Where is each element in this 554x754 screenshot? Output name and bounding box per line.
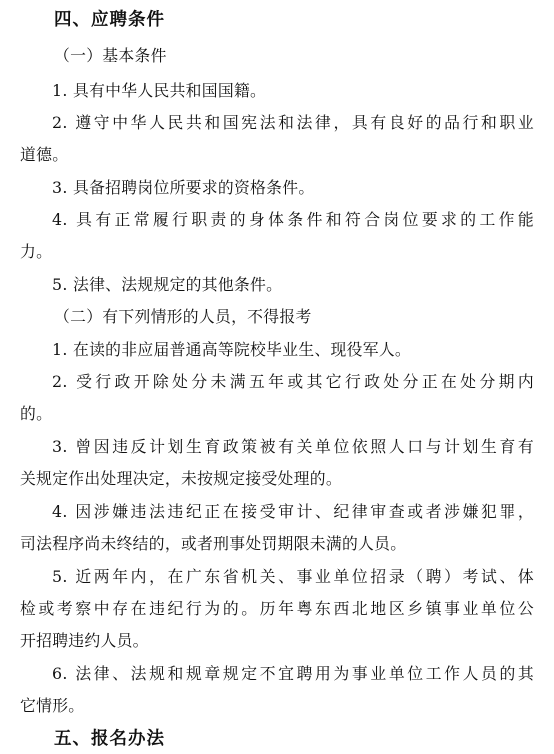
disqualification-item-4-line-2: 司法程序尚未终结的，或者刑事处罚期限未满的人员。 bbox=[20, 534, 407, 553]
disqualification-item-5-line-3: 开招聘违约人员。 bbox=[20, 631, 149, 650]
section-heading-registration-method: 五、报名办法 bbox=[54, 729, 165, 749]
requirement-item-4-line-2: 力。 bbox=[20, 242, 53, 261]
requirement-item-3: 3. 具备招聘岗位所要求的资格条件。 bbox=[52, 178, 315, 197]
subsection-title-disqualifications: （二）有下列情形的人员，不得报考 bbox=[54, 307, 312, 326]
requirement-item-5: 5. 法律、法规规定的其他条件。 bbox=[52, 275, 283, 294]
disqualification-item-2-line-1: 2. 受行政开除处分未满五年或其它行政处分正在处分期内 bbox=[52, 372, 534, 391]
disqualification-item-5-line-2: 检或考察中存在违纪行为的。历年粤东西北地区乡镇事业单位公 bbox=[20, 599, 534, 618]
disqualification-item-2-line-2: 的。 bbox=[20, 404, 53, 423]
requirement-item-2-line-1: 2. 遵守中华人民共和国宪法和法律，具有良好的品行和职业 bbox=[52, 113, 534, 132]
section-heading-application-requirements: 四、应聘条件 bbox=[54, 10, 165, 30]
disqualification-item-3-line-2: 关规定作出处理决定，未按规定接受处理的。 bbox=[20, 469, 342, 488]
requirement-item-2-line-2: 道德。 bbox=[20, 145, 69, 164]
subsection-title-basic-requirements: （一）基本条件 bbox=[54, 46, 167, 65]
disqualification-item-4-line-1: 4. 因涉嫌违法违纪正在接受审计、纪律审查或者涉嫌犯罪， bbox=[52, 502, 534, 521]
disqualification-item-5-line-1: 5. 近两年内，在广东省机关、事业单位招录（聘）考试、体 bbox=[52, 567, 534, 586]
disqualification-item-1: 1. 在读的非应届普通高等院校毕业生、现役军人。 bbox=[52, 340, 412, 359]
disqualification-item-3-line-1: 3. 曾因违反计划生育政策被有关单位依照人口与计划生育有 bbox=[52, 437, 534, 456]
requirement-item-1: 1. 具有中华人民共和国国籍。 bbox=[52, 81, 267, 100]
requirement-item-4-line-1: 4. 具有正常履行职责的身体条件和符合岗位要求的工作能 bbox=[52, 210, 534, 229]
disqualification-item-6-line-1: 6. 法律、法规和规章规定不宜聘用为事业单位工作人员的其 bbox=[52, 664, 534, 683]
disqualification-item-6-line-2: 它情形。 bbox=[20, 696, 85, 715]
